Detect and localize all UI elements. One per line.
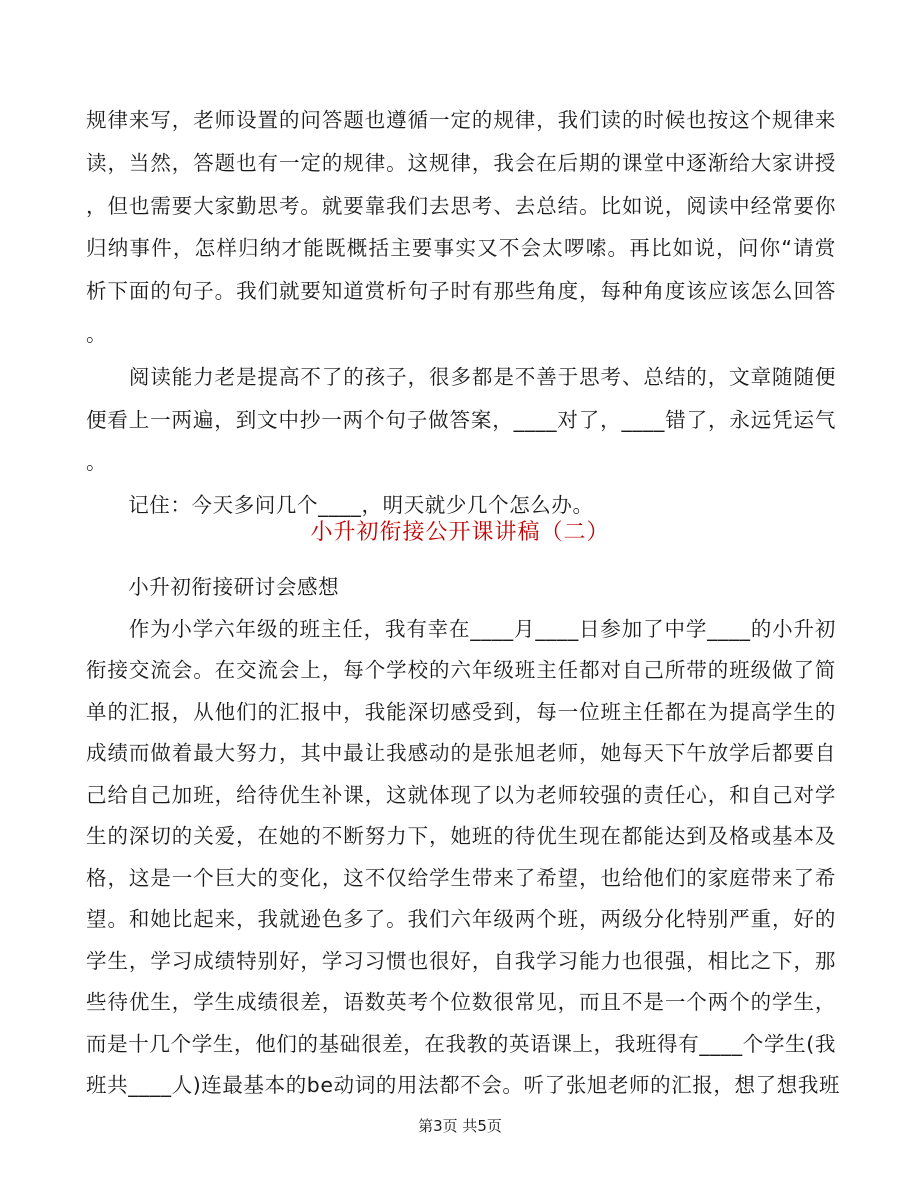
paragraph-line: 生的深切的关爱，在她的不断努力下，她班的待优生现在都能达到及格或基本及 — [86, 824, 836, 848]
paragraph-line: 而是十几个学生，他们的基础很差，在我教的英语课上，我班得有____个学生(我 — [86, 1031, 836, 1056]
paragraph-line: 便看上一两遍，到文中抄一两个句子做答案，____对了，____错了，永远凭运气 — [86, 407, 836, 432]
paragraph-line: 读，当然，答题也有一定的规律。这规律，我会在后期的课堂中逐渐给大家讲授 — [86, 150, 836, 175]
paragraph-line: 作为小学六年级的班主任，我有幸在____月____日参加了中学____的小升初 — [86, 616, 836, 641]
paragraph-line: 己给自己加班，给待优生补课，这就体现了以为老师较强的责任心，和自己对学 — [86, 782, 836, 807]
paragraph-line: 单的汇报，从他们的汇报中，我能深切感受到，每一位班主任都在为提高学生的 — [86, 699, 836, 724]
paragraph-line: 成绩而做着最大努力，其中最让我感动的是张旭老师，她每天下午放学后都要自 — [86, 741, 836, 765]
paragraph-line: 阅读能力老是提高不了的孩子，很多都是不善于思考、总结的，文章随随便 — [86, 364, 836, 389]
paragraph-line: ，但也需要大家勤思考。就要靠我们去思考、去总结。比如说，阅读中经常要你 — [86, 193, 836, 218]
paragraph-line: 归纳事件，怎样归纳才能既概括主要事实又不会太啰嗦。再比如说，问你“请赏 — [86, 236, 836, 261]
paragraph-line: 小升初衔接研讨会感想 — [86, 575, 340, 599]
paragraph-line: 析下面的句子。我们就要知道赏析句子时有那些角度，每种角度该应该怎么回答 — [86, 279, 836, 304]
paragraph-line: 学生，学习成绩特别好，学习习惯也很好，自我学习能力也很强，相比之下，那 — [86, 948, 836, 973]
paragraph-line: 望。和她比起来，我就逊色多了。我们六年级两个班，两级分化特别严重，好的 — [86, 907, 836, 931]
paragraph-line: 些待优生，学生成绩很差，语数英考个位数很常见，而且不是一个两个的学生， — [86, 990, 836, 1014]
paragraph-line: 规律来写，老师设置的问答题也遵循一定的规律，我们读的时候也按这个规律来 — [86, 108, 836, 132]
paragraph-line: 记住：今天多问几个____，明天就少几个怎么办。 — [86, 493, 594, 518]
section-heading: 小升初衔接公开课讲稿（二） — [310, 520, 610, 545]
paragraph-line: 。 — [86, 450, 108, 475]
paragraph-line: 衔接交流会。在交流会上，每个学校的六年级班主任都对自己所带的班级做了简 — [86, 658, 836, 682]
paragraph-line: 班共____人)连最基本的be动词的用法都不会。听了张旭老师的汇报，想了想我班 — [86, 1073, 841, 1097]
page-footer: 第3页 共5页 — [418, 1117, 502, 1135]
paragraph-line: 格，这是一个巨大的变化，这不仅给学生带来了希望，也给他们的家庭带来了希 — [86, 865, 836, 890]
paragraph-line: 。 — [86, 322, 108, 346]
